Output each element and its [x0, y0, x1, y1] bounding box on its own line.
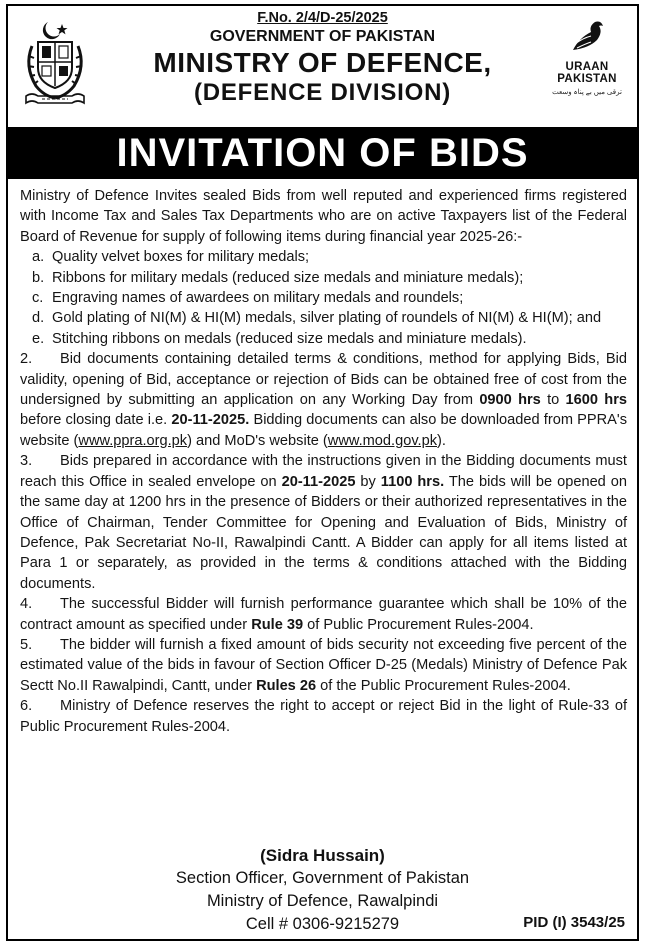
intro-paragraph: Ministry of Defence Invites sealed Bids from well reputed and experienced firms registered with Income Tax and Sales Tax Departments who are on active Taxpayers list of the Federal Board of Revenue for supply of following items during financial year 2025-26:- [20, 188, 627, 245]
division-title: (DEFENCE DIVISION) [193, 79, 452, 106]
signatory-designation: Section Officer, Government of Pakistan [175, 869, 470, 887]
list-item: b. Ribbons for military medals (reduced size medals and miniature medals); [32, 269, 524, 286]
uraan-pakistan-logo [549, 20, 625, 104]
pid-number: PID (I) 3543/25 [523, 914, 625, 931]
paragraph-3: 3. Bids prepared in accordance with the instructions given in the Bidding documents must reach this Office in sealed envelope on 20-11-2025 by 1100 hrs. The bids will be opened on the same day at 1200 hrs in the presence of Bidders or their authorized representatives in the Office of Chairman, Tender Committee for Opening and Evaluation of Bids, Ministry of Defence, Pak Secretariat No-II, Rawalpindi Cantt. A Bidder can apply for all items listed at Para 1 or separately, as provided in the terms & conditions attached with the Bidding documents. [20, 453, 627, 592]
mod-website-link[interactable]: www.mod.gov.pk [327, 432, 438, 449]
notice-body [20, 186, 627, 737]
state-emblem-icon [20, 16, 90, 108]
advertisement-frame [6, 4, 639, 941]
list-item: e. Stitching ribbons on medals (reduced size medals and miniature medals). [32, 330, 527, 347]
list-item: d. Gold plating of NI(M) & HI(M) medals, silver plating of roundels of NI(M) & HI(M); and [32, 310, 602, 327]
invitation-banner: INVITATION OF BIDS [8, 127, 637, 179]
header [8, 6, 637, 141]
list-item: c. Engraving names of awardees on military medals and roundels; [32, 290, 464, 307]
ppra-website-link[interactable]: www.ppra.org.pk [78, 432, 188, 449]
signatory-name: (Sidra Hussain) [260, 846, 385, 865]
items-list [20, 247, 627, 349]
file-number: F.No. 2/4/D-25/2025 [257, 10, 388, 26]
paragraph-2: 2. Bid documents containing detailed terms & conditions, method for applying Bids, Bid validity, opening of Bid, acceptance or rejection of Bids can be obtained free of cost from the undersigned by submitting an application on any Working Day from 0900 hrs to 1600 hrs before closing date i.e. 20-11-2025. Bidding documents can also be downloaded from PPRA's website (www.ppra.org.pk) and MoD's website (www.mod.gov.pk). [20, 351, 627, 449]
paragraph-4: 4. The successful Bidder will furnish performance guarantee which shall be 10% of the contract amount as specified under Rule 39 of Public Procurement Rules-2004. [20, 596, 627, 633]
logo-text-uraan: URAAN [565, 61, 609, 73]
paragraph-6: 6. Ministry of Defence reserves the right to accept or reject Bid in the light of Rule-33 of Public Procurement Rules-2004. [20, 698, 627, 735]
signatory-cell: Cell # 0306-9215279 [245, 915, 400, 933]
paragraph-5: 5. The bidder will furnish a fixed amount of bids security not exceeding five percent of the estimated value of the bids in favour of Section Officer D-25 (Medals) Ministry of Defence Pak Sectt No.II Rawalpindi, Cantt, under Rules 26 of the Public Procurement Rules-2004. [20, 636, 627, 694]
bird-icon [565, 20, 609, 54]
header-text [98, 10, 547, 108]
government-line: GOVERNMENT OF PAKISTAN [209, 28, 436, 45]
logo-text-pakistan: PAKISTAN [557, 73, 617, 85]
logo-urdu-tagline: ترقی میں بے پناہ وسعت [552, 89, 622, 96]
ministry-title: MINISTRY OF DEFENCE, [153, 47, 492, 78]
list-item: a. Quality velvet boxes for military medals; [32, 249, 310, 266]
signatory-office: Ministry of Defence, Rawalpindi [206, 892, 439, 910]
